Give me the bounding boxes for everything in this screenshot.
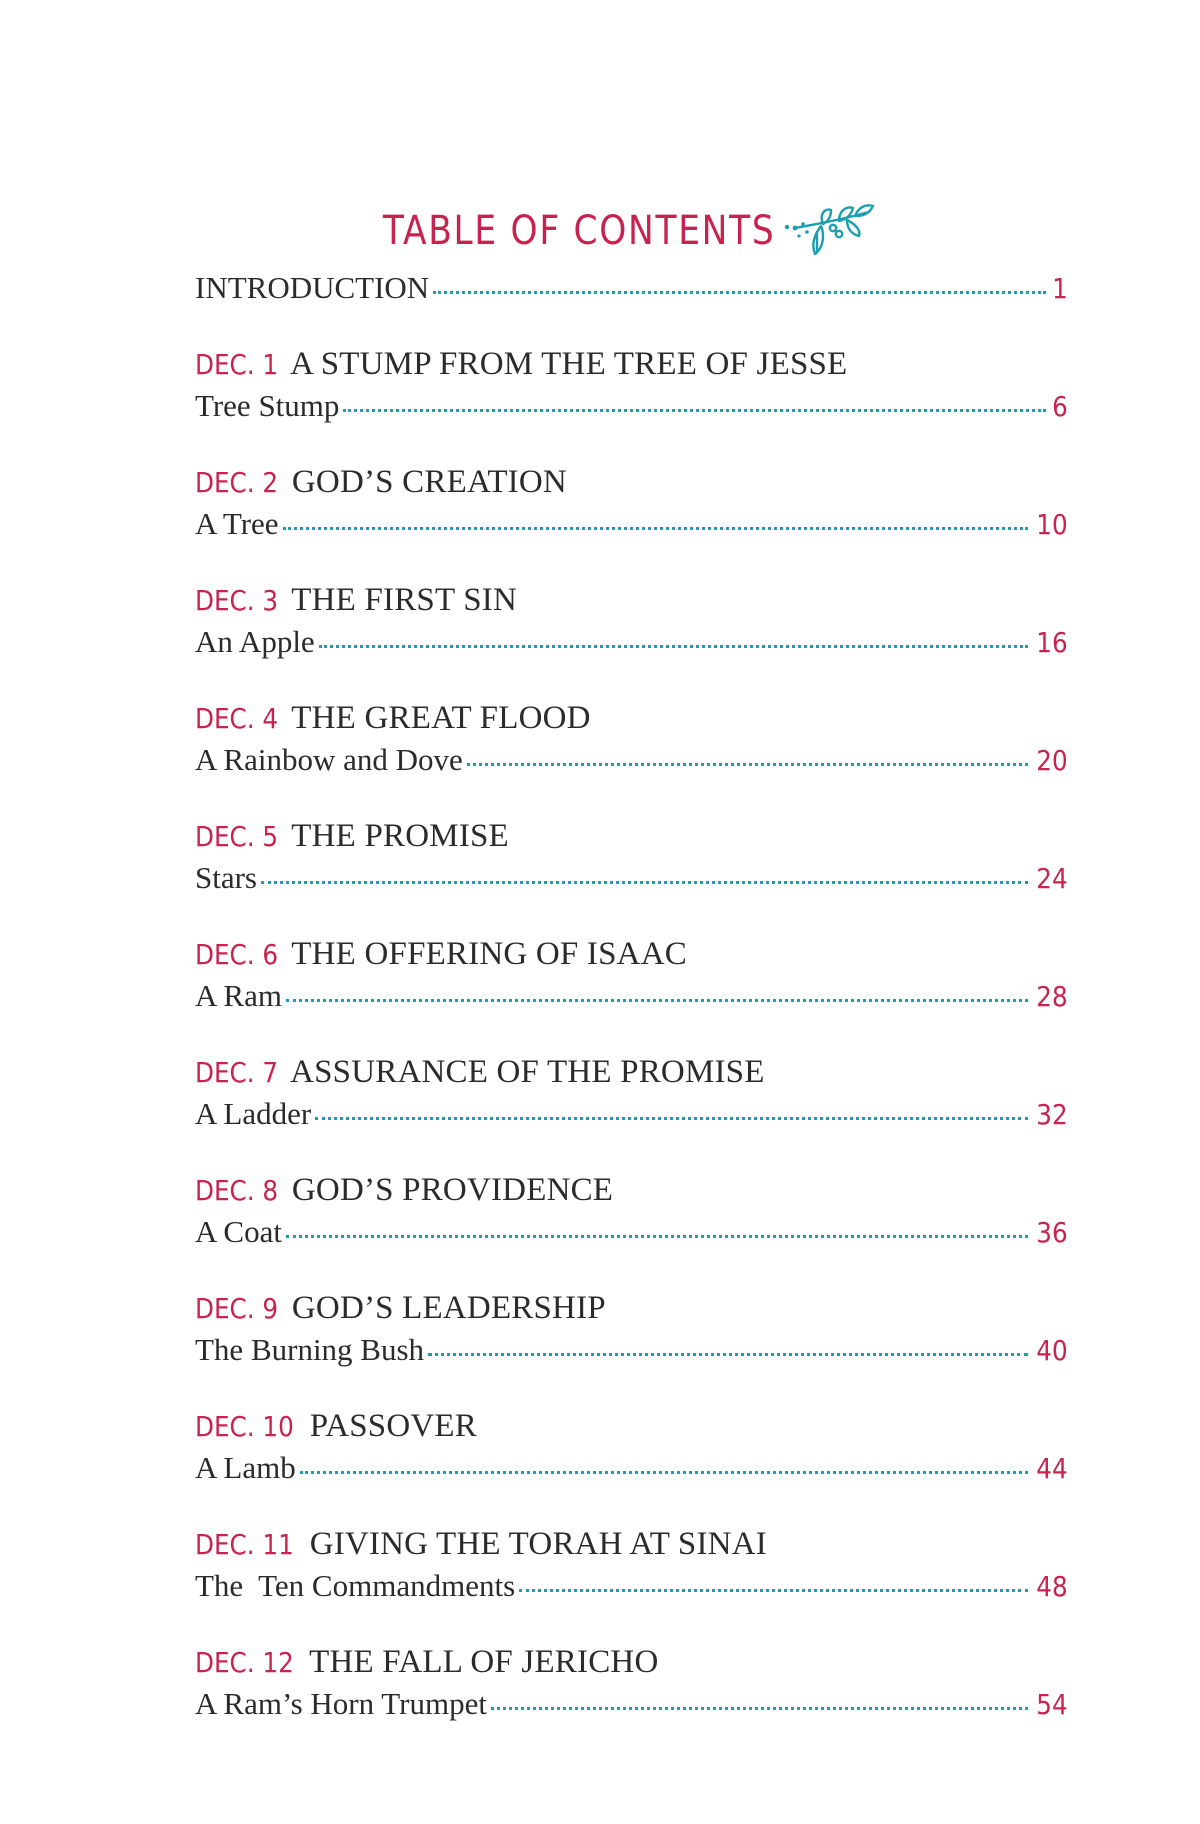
day-label: DEC. 1: [195, 348, 279, 381]
day-label: DEC. 11: [195, 1528, 294, 1561]
page-number: 1: [1052, 272, 1068, 305]
section-title: THE FIRST SIN: [291, 582, 517, 618]
section-title: ASSURANCE OF THE PROMISE: [290, 1054, 765, 1090]
table-of-contents: [195, 266, 1068, 1726]
toc-section: [195, 580, 1068, 664]
dot-leader: [433, 291, 1046, 294]
entry-label: A Ram: [195, 978, 282, 1013]
page-number: 20: [1036, 744, 1068, 777]
dot-leader: [286, 999, 1028, 1002]
toc-section: [195, 1524, 1068, 1608]
toc-entry[interactable]: [195, 1092, 1068, 1136]
section-title: THE OFFERING OF ISAAC: [291, 936, 687, 972]
section-heading: [195, 1642, 1068, 1682]
section-heading: [195, 462, 1068, 502]
page-number: 40: [1036, 1334, 1068, 1367]
toc-entry[interactable]: [195, 1446, 1068, 1490]
page-number: 16: [1036, 626, 1068, 659]
dot-leader: [491, 1707, 1028, 1710]
entry-label: A Tree: [195, 506, 279, 541]
section-heading: [195, 1406, 1068, 1446]
entry-label: Tree Stump: [195, 388, 340, 423]
section-heading: [195, 580, 1068, 620]
page-number: 48: [1036, 1570, 1068, 1603]
section-heading: [195, 1524, 1068, 1564]
page-number: 54: [1036, 1688, 1068, 1721]
toc-section: [195, 816, 1068, 900]
toc-entry-introduction[interactable]: [195, 266, 1068, 310]
olive-sprig-icon: [781, 202, 881, 266]
dot-leader: [315, 1117, 1028, 1120]
page-number: 6: [1052, 390, 1068, 423]
toc-entry[interactable]: [195, 1210, 1068, 1254]
section-title: THE PROMISE: [291, 818, 509, 854]
section-title: GOD’S CREATION: [291, 464, 567, 500]
day-label: DEC. 10: [195, 1410, 294, 1443]
entry-label: A Lamb: [195, 1450, 296, 1485]
day-label: DEC. 7: [195, 1056, 279, 1089]
day-label: DEC. 2: [195, 466, 279, 499]
toc-entry[interactable]: [195, 974, 1068, 1018]
entry-label: The Ten Commandments: [195, 1568, 516, 1603]
page-number: 32: [1036, 1098, 1068, 1131]
entry-label: A Coat: [195, 1214, 282, 1249]
toc-entry[interactable]: [195, 1682, 1068, 1726]
entry-label: Stars: [195, 860, 257, 895]
toc-section: [195, 1170, 1068, 1254]
entry-label: A Ladder: [195, 1096, 312, 1131]
section-heading: [195, 698, 1068, 738]
page-number: 44: [1036, 1452, 1068, 1485]
toc-entry[interactable]: [195, 502, 1068, 546]
dot-leader: [467, 763, 1029, 766]
dot-leader: [319, 645, 1029, 648]
toc-entry[interactable]: [195, 856, 1068, 900]
page-number: 24: [1036, 862, 1068, 895]
day-label: DEC. 5: [195, 820, 279, 853]
toc-section: [195, 1288, 1068, 1372]
toc-section: [195, 1052, 1068, 1136]
entry-label: INTRODUCTION: [195, 270, 430, 305]
entry-label: An Apple: [195, 624, 315, 659]
section-title: PASSOVER: [309, 1408, 477, 1444]
section-heading: [195, 816, 1068, 856]
toc-entry[interactable]: [195, 738, 1068, 782]
section-heading: [195, 1288, 1068, 1328]
page-number: 10: [1036, 508, 1068, 541]
day-label: DEC. 12: [195, 1646, 294, 1679]
day-label: DEC. 9: [195, 1292, 279, 1325]
dot-leader: [428, 1353, 1028, 1356]
section-heading: [195, 344, 1068, 384]
dot-leader: [283, 527, 1029, 530]
dot-leader: [261, 881, 1028, 884]
section-heading: [195, 934, 1068, 974]
section-title: A STUMP FROM THE TREE OF JESSE: [290, 346, 848, 382]
day-label: DEC. 8: [195, 1174, 279, 1207]
title-row: [0, 196, 1200, 266]
dot-leader: [519, 1589, 1028, 1592]
page-number: 28: [1036, 980, 1068, 1013]
toc-entry[interactable]: [195, 1564, 1068, 1608]
entry-label: A Rainbow and Dove: [195, 742, 463, 777]
toc-entry[interactable]: [195, 384, 1068, 428]
day-label: DEC. 3: [195, 584, 279, 617]
day-label: DEC. 6: [195, 938, 279, 971]
toc-section: [195, 698, 1068, 782]
section-title: GIVING THE TORAH AT SINAI: [309, 1526, 767, 1562]
dot-leader: [300, 1471, 1029, 1474]
section-heading: [195, 1052, 1068, 1092]
day-label: DEC. 4: [195, 702, 279, 735]
dot-leader: [286, 1235, 1028, 1238]
toc-entry[interactable]: [195, 620, 1068, 664]
section-heading: [195, 1170, 1068, 1210]
toc-section: [195, 1642, 1068, 1726]
page-number: 36: [1036, 1216, 1068, 1249]
section-title: THE FALL OF JERICHO: [309, 1644, 659, 1680]
toc-section: [195, 462, 1068, 546]
toc-section: [195, 1406, 1068, 1490]
dot-leader: [343, 409, 1046, 412]
page-title: TABLE OF CONTENTS: [382, 208, 776, 254]
section-title: GOD’S LEADERSHIP: [291, 1290, 606, 1326]
toc-entry[interactable]: [195, 1328, 1068, 1372]
entry-label: The Burning Bush: [195, 1332, 425, 1367]
toc-section: [195, 934, 1068, 1018]
section-title: GOD’S PROVIDENCE: [291, 1172, 614, 1208]
section-title: THE GREAT FLOOD: [291, 700, 591, 736]
toc-section: [195, 344, 1068, 428]
entry-label: A Ram’s Horn Trumpet: [195, 1686, 487, 1721]
